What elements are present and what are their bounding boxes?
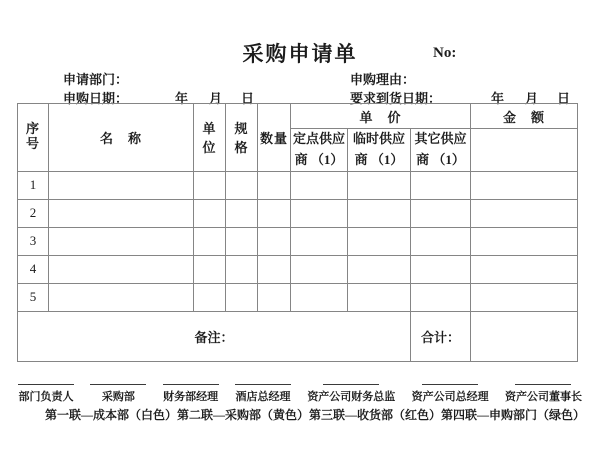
items-table <box>17 103 578 362</box>
copy-label: 第一联—成本部（白色） <box>45 408 178 422</box>
day-label: 日 <box>557 91 571 106</box>
empty-cell <box>258 199 291 227</box>
required-date-label: 要求到货日期： <box>350 91 442 106</box>
header-row-1 <box>18 104 578 129</box>
empty-cell <box>194 199 226 227</box>
empty-cell <box>471 129 578 172</box>
empty-cell <box>226 283 258 311</box>
signature-block <box>18 384 74 404</box>
signature-label: 部门负责人 <box>18 391 74 403</box>
col-header-unit: 单位 <box>194 104 226 172</box>
empty-cell <box>226 227 258 255</box>
signature-line <box>323 384 379 385</box>
empty-cell <box>411 171 471 199</box>
total-label-cell: 合计： <box>411 311 471 361</box>
item-row <box>18 171 578 199</box>
day-label: 日 <box>241 91 255 106</box>
copy-distribution-row <box>45 406 586 423</box>
empty-cell <box>411 227 471 255</box>
empty-cell <box>348 283 411 311</box>
empty-cell <box>49 227 194 255</box>
signature-label: 资产公司董事长 <box>504 391 582 403</box>
empty-cell <box>49 255 194 283</box>
empty-cell <box>291 227 348 255</box>
col-header-temp-supplier: 临时供应 商 （1） <box>348 129 411 172</box>
signature-line <box>235 384 291 385</box>
purchase-reason-label: 申购理由： <box>350 72 416 87</box>
signature-line <box>18 384 74 385</box>
signature-block <box>505 384 582 404</box>
col-header-unit-price: 单 价 <box>291 104 471 129</box>
row-number: 2 <box>18 199 49 227</box>
empty-cell <box>471 255 578 283</box>
empty-cell <box>291 283 348 311</box>
row-number: 3 <box>18 227 49 255</box>
empty-cell <box>258 171 291 199</box>
copy-label: 第二联—采购部（黄色） <box>177 408 310 422</box>
empty-cell <box>49 171 194 199</box>
empty-cell <box>348 171 411 199</box>
empty-cell <box>348 199 411 227</box>
signature-block <box>307 384 395 404</box>
empty-cell <box>194 227 226 255</box>
copy-label: 第四联—申购部门（绿色） <box>441 408 586 422</box>
signature-block <box>163 384 219 404</box>
signature-label: 资产公司财务总监 <box>307 391 396 403</box>
total-value-cell <box>471 311 578 361</box>
empty-cell <box>258 227 291 255</box>
row-number: 5 <box>18 283 49 311</box>
empty-cell <box>258 255 291 283</box>
signature-label: 资产公司总经理 <box>411 391 489 403</box>
empty-cell <box>226 199 258 227</box>
signature-line <box>515 384 571 385</box>
empty-cell <box>411 283 471 311</box>
item-row <box>18 227 578 255</box>
year-label: 年 <box>491 91 505 106</box>
empty-cell <box>348 227 411 255</box>
col-header-amount: 金 额 <box>471 104 578 129</box>
purchase-date-label: 申购日期： <box>63 91 129 106</box>
year-label: 年 <box>175 91 189 106</box>
row-number: 4 <box>18 255 49 283</box>
empty-cell <box>194 283 226 311</box>
signature-block <box>412 384 489 404</box>
empty-cell <box>49 199 194 227</box>
col-header-seq: 序 号 <box>18 104 49 172</box>
signature-row <box>18 384 582 404</box>
row-number: 1 <box>18 171 49 199</box>
col-header-fixed-supplier: 定点供应 商 （1） <box>291 129 348 172</box>
signature-block <box>90 384 146 404</box>
item-row <box>18 255 578 283</box>
item-row <box>18 283 578 311</box>
empty-cell <box>411 199 471 227</box>
col-header-qty: 数量 <box>258 104 291 172</box>
empty-cell <box>411 255 471 283</box>
signature-line <box>90 384 146 385</box>
month-label: 月 <box>209 91 223 106</box>
empty-cell <box>194 171 226 199</box>
signature-label: 采购部 <box>101 391 135 403</box>
signature-label: 酒店总经理 <box>235 391 291 403</box>
apply-department-label: 申请部门： <box>63 72 129 87</box>
empty-cell <box>291 199 348 227</box>
empty-cell <box>194 255 226 283</box>
empty-cell <box>258 283 291 311</box>
signature-block <box>235 384 291 404</box>
signature-line <box>422 384 478 385</box>
empty-cell <box>471 227 578 255</box>
form-title: 采购申请单 <box>242 43 358 66</box>
month-label: 月 <box>525 91 539 106</box>
col-header-name: 名 称 <box>49 104 194 172</box>
col-header-other-supplier: 其它供应 商 （1） <box>411 129 471 172</box>
empty-cell <box>471 199 578 227</box>
col-header-spec: 规格 <box>226 104 258 172</box>
signature-label: 财务部经理 <box>163 391 219 403</box>
empty-cell <box>348 255 411 283</box>
signature-line <box>163 384 219 385</box>
form-number-label: No: <box>433 45 457 61</box>
empty-cell <box>49 283 194 311</box>
copy-label: 第三联—收货部（红色） <box>309 408 442 422</box>
remarks-cell: 备注： <box>18 311 411 361</box>
empty-cell <box>291 255 348 283</box>
empty-cell <box>226 255 258 283</box>
item-row <box>18 199 578 227</box>
empty-cell <box>226 171 258 199</box>
empty-cell <box>291 171 348 199</box>
empty-cell <box>471 171 578 199</box>
empty-cell <box>471 283 578 311</box>
remarks-row <box>18 311 578 361</box>
